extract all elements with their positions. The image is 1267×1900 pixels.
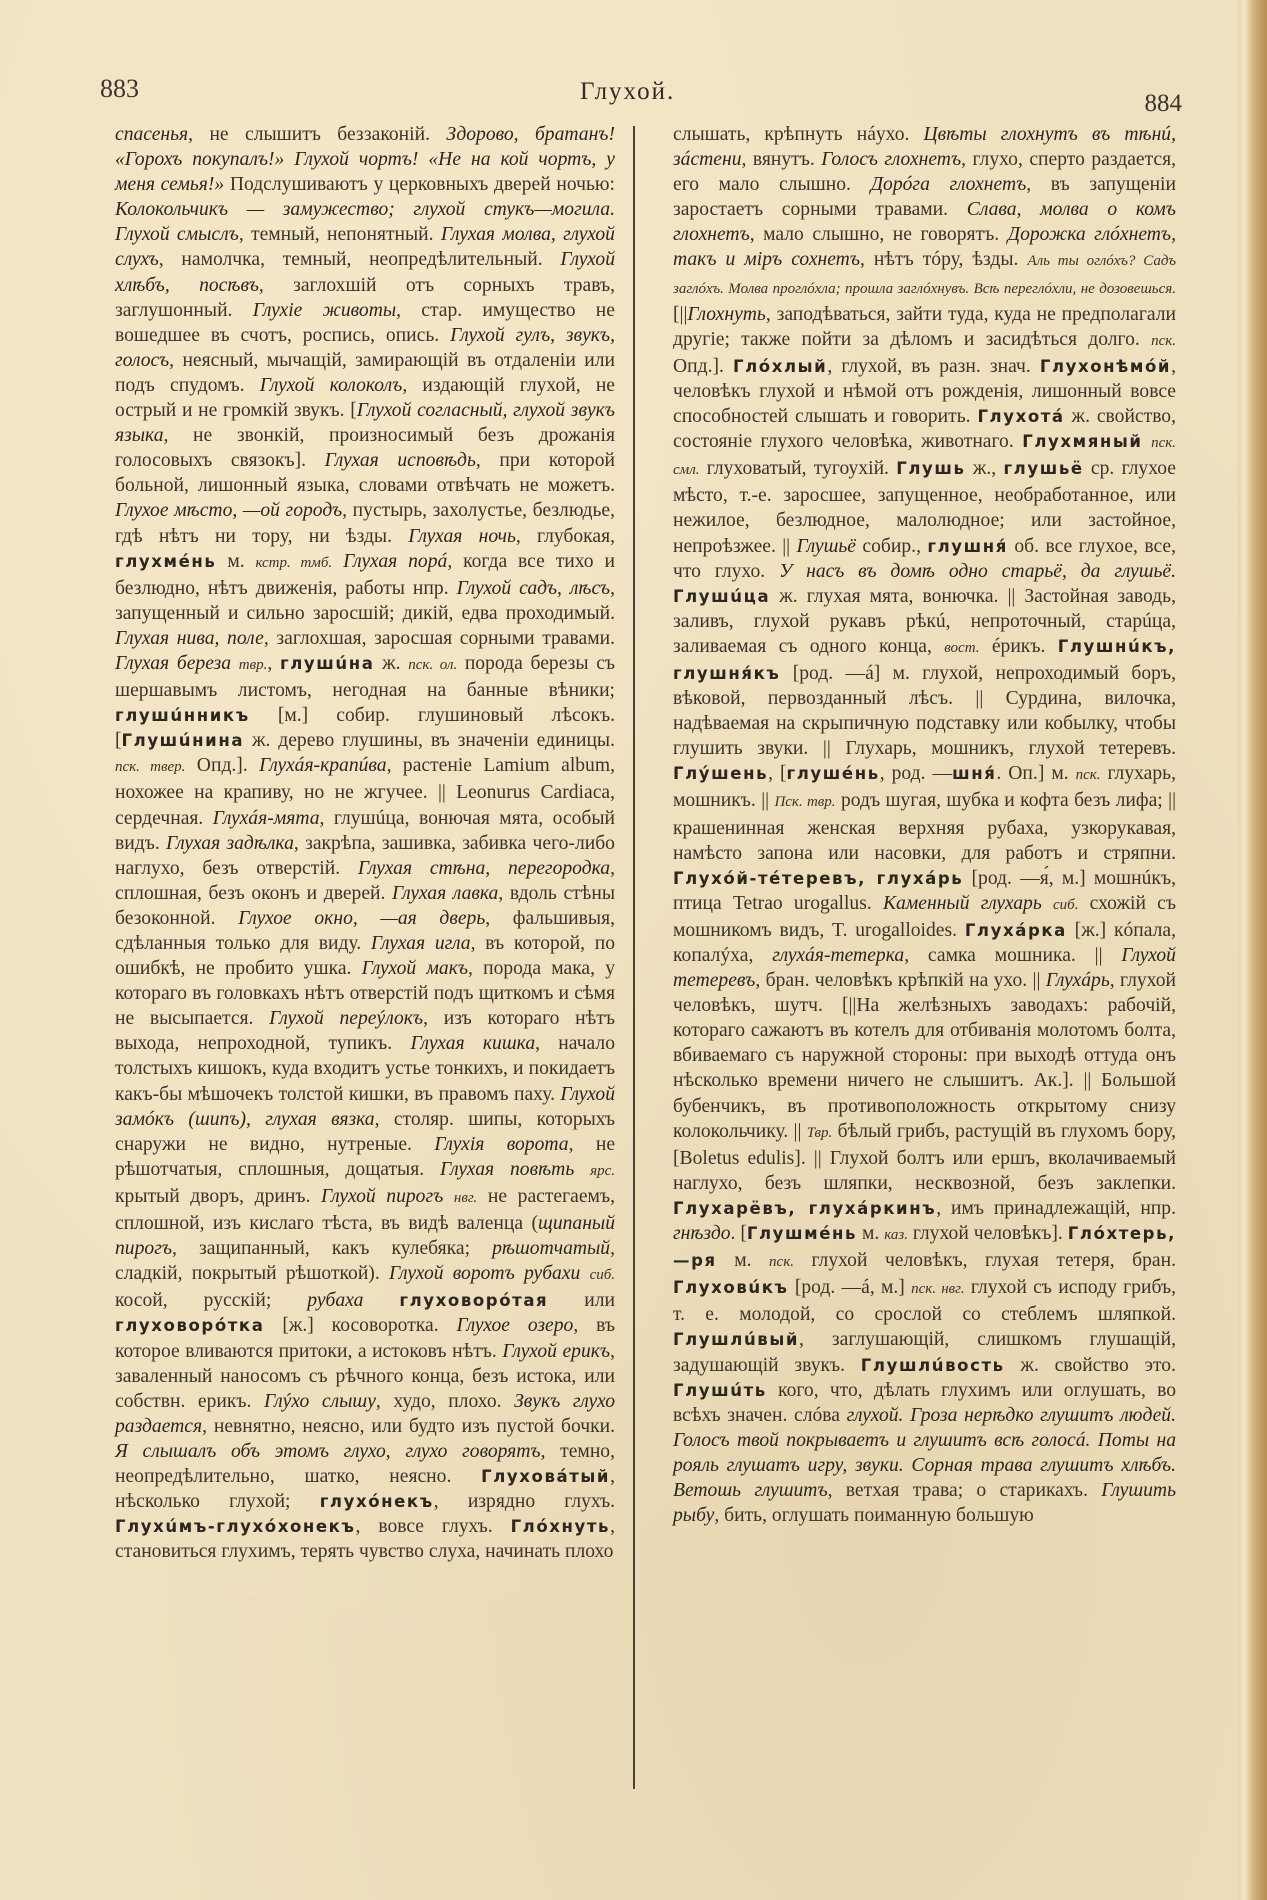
text-run: , сладкій, покрытый рѣшоткой). (115, 1238, 615, 1285)
text-run: [род. —я́, м.] мошнúкъ, птица Tetrao urogallus. (673, 867, 1176, 914)
abbreviation: Пск. твр. (774, 794, 836, 811)
text-run: родъ шугая, шубка и кофта безъ лифа; || крашенинная женская верхняя рубаха, узкорукавая, намѣсто запона или насовки, для работъ и стряпни. (673, 790, 1176, 864)
headword: Глóхтерь, —ря (673, 1224, 1176, 1271)
text-run: , изъ котораго нѣтъ выхода, непроходной, тупикъ. (115, 1008, 615, 1055)
example-phrase: Глухáя-мята (212, 807, 320, 829)
example-phrase: Глухая стѣна, перегородка (357, 857, 611, 879)
example-phrase: Глухой хлѣбъ, посѣвъ (115, 249, 615, 296)
headword: Глóхнуть (510, 1517, 611, 1537)
headword: глушúна (279, 653, 375, 673)
example-phrase: Дорóга глохнетъ (870, 174, 1027, 196)
text-run: , защипанный, какъ кулебяка; (172, 1238, 493, 1260)
text-run: . [ (730, 1223, 747, 1245)
text-run: глухой съ исподу грибъ, т. е. молодой, со срослой со стеблемъ шляпкой. (673, 1277, 1177, 1326)
text-run: , намолчка, темный, неопредѣлительный. (158, 249, 561, 271)
text-run: , заглохшая, заросшая сорными травами. (263, 627, 615, 649)
text-run: Опд.]. (185, 755, 260, 777)
text-run (332, 551, 343, 572)
abbreviation: каз. (884, 1227, 908, 1244)
example-phrase: Глухáрь (1045, 970, 1110, 992)
text-run (363, 1290, 399, 1311)
text-run: , фальшивыя, сдѣланныя только для виду. (115, 907, 615, 954)
text-run: м. (716, 1250, 770, 1272)
text-run: , при которой больной, лишонный языка, словами отвѣчать не можетъ. (115, 450, 615, 497)
abbreviation: Твр. (806, 1124, 833, 1141)
text-run: , закрѣпа, зашивка, забивка чего-либо наглухо, безъ отверстій. (115, 832, 615, 879)
headword: шня́ (952, 764, 997, 784)
example-phrase: Глýхо слышу (264, 1390, 376, 1412)
headword: Глухарёвъ, глухáркинъ (673, 1198, 937, 1218)
text-run: , глубокая, (515, 525, 615, 547)
abbreviation: пск. твер. (115, 759, 186, 776)
abbreviation: пск. (1151, 332, 1176, 349)
text-run: , бран. человѣкъ крѣпкій на ухо. || (755, 970, 1046, 992)
text-run: , человѣкъ глухой и нѣмой отъ рожденія, лишонный вовсе способностей слышать и говорить. (673, 355, 1176, 428)
text-run: не растегаемъ, сплошной, изъ кислаго тѣста, въ видѣ валенца ( (115, 1185, 615, 1235)
abbreviation: пск. смл. (673, 435, 1176, 479)
text-run: , въ которое вливаются притоки, а истоковъ нѣтъ. (115, 1315, 615, 1362)
example-phrase: рѣшотчатый (492, 1238, 611, 1260)
text-run: , заваленный наносомъ съ рѣчного конца, безъ истока, или собствн. ерикъ. (115, 1340, 616, 1412)
text-run: , начало толстыхъ кишокъ, куда входитъ устье тонкихъ, и покидаетъ какъ-бы мѣшочекъ толстой кишки, въ правомъ паху. (115, 1033, 616, 1105)
headword: Глушúца (673, 586, 771, 606)
headword: Глухáрка (964, 920, 1067, 940)
text-run: , въ запущеніи заростаетъ сорными травами. (673, 174, 1176, 221)
example-phrase: спасенья (115, 124, 189, 145)
text-run: [м.] собир. глушиновый лѣсокъ. [ (115, 705, 615, 752)
headword: Глóхлый (733, 356, 828, 376)
example-phrase: Глухáя-крапúва (259, 755, 387, 777)
abbreviation: сиб. (1053, 896, 1079, 913)
text-run: , темно, неопредѣлительно, шатко, неясно. (115, 1440, 615, 1487)
example-phrase: Колокольчикъ — замужество; глухой стукъ—могила. Глухой смыслъ (115, 199, 615, 246)
headword: Глухóй-тéтеревъ, глухáрь (673, 868, 964, 888)
text-run: Подслушиваютъ у церковныхъ дверей ночью: (224, 174, 615, 196)
abbreviation: пск. ол. (408, 656, 458, 673)
abbreviation: пск. нвг. (911, 1281, 965, 1298)
text-run: глухой человѣкъ]. (907, 1223, 1068, 1245)
headword: Глухúмъ-глухóхонекъ (115, 1517, 356, 1537)
text-run: , род. — (879, 763, 953, 785)
text-run: [ж.] косоворотка. (264, 1315, 457, 1337)
example-phrase: Глухой пирогъ (321, 1185, 444, 1207)
headword: Глушмéнь (746, 1224, 858, 1244)
text-run: бѣлый грибъ, растущій въ глухомъ бору, [Boletus edulis]. || Глухой болтъ или ершъ, вколачиваемый наглухо, безъ шляпки, несквозной, безъ заклепки. (673, 1120, 1176, 1194)
headword: глухóнекъ (319, 1492, 434, 1512)
headword: Глýшень (673, 764, 769, 784)
headword: Глухонѣмóй (1039, 356, 1172, 376)
example-phrase: Глухая порá (343, 550, 448, 572)
text-run: , не рѣшотчатыя, сплошныя, дощатыя. (115, 1133, 616, 1180)
dictionary-column-left (115, 122, 615, 1564)
text-run: , глушúца, вонючая мята, особый видъ. (115, 807, 615, 854)
headword: Глушь (896, 459, 966, 479)
text-run: или (548, 1290, 615, 1312)
example-phrase: Глухая ночь (408, 525, 516, 547)
text-run: , мало слышно, не говорятъ. (749, 224, 1008, 246)
headword: глуховорóтая (399, 1291, 549, 1311)
text-run: глуховатый, тугоухій. (699, 458, 897, 480)
example-phrase: Глухое озеро (456, 1315, 574, 1337)
text-run: ср. глухое мѣсто, т.-е. заросшее, запущенное, необработанное, или нежилое, безлюдное, малолюдное; или застойное, непроѣзжее. || (673, 458, 1176, 557)
example-phrase: Глухое мѣсто, —ой городъ (115, 500, 343, 522)
abbreviation: Аль ты оглóхъ? Садъ заглóхъ. Молва проглóхла; прошла заглóхнувъ. Всѣ переглóхли, не дозовешься. (673, 253, 1177, 297)
text-run: Опд.]. (673, 355, 733, 377)
headword: Глушлúвый (673, 1330, 800, 1350)
text-run: , пустырь, захолустье, безлюдье, гдѣ нѣтъ ни тору, ни ѣзды. (115, 500, 615, 547)
text-run: ж. (374, 652, 409, 674)
text-run: м. (216, 550, 256, 572)
text-run: . Оп.] м. (996, 763, 1076, 785)
example-phrase: глухáя-тетерка (772, 945, 905, 966)
text-run: , не слышитъ беззаконій. (188, 124, 447, 145)
headword: глушьё (1003, 459, 1084, 479)
text-run (574, 1159, 590, 1180)
text-run: , не звонкій, произносимый безъ дрожанія голосовыхъ связокъ]. (115, 425, 615, 472)
text-run: , вовсе глухъ. (355, 1516, 511, 1538)
text-run: , нѣсколько глухой; (115, 1465, 615, 1513)
abbreviation: сиб. (589, 1267, 616, 1284)
example-phrase: Глухая лавка (392, 882, 499, 904)
example-phrase: Глухой замóкъ (шипъ), глухая вязка (115, 1083, 615, 1130)
example-phrase: Глушьё (796, 535, 857, 557)
example-phrase: Глухія ворота (434, 1133, 569, 1155)
abbreviation: кстр. тмб. (255, 554, 333, 571)
text-run: собир., (856, 535, 928, 557)
text-run: ж., (965, 458, 1004, 480)
example-phrase: Глухой садъ, лѣсъ (456, 577, 611, 599)
text-run: , запущенный и сильно заросшій; дикій, едва проходимый. (115, 577, 615, 624)
headword: глуховорóтка (115, 1316, 265, 1336)
text-run (443, 1186, 454, 1207)
text-run: , бить, оглушать поиманную большую (714, 1505, 1034, 1527)
example-phrase: Глушить рыбу (673, 1479, 1176, 1527)
running-headword: Глухой. (580, 78, 676, 105)
text-run: слышать, крѣпнуть нáухо. (673, 124, 924, 145)
text-run: , невнятно, неясно, или будто изъ пустой бочки. (202, 1415, 615, 1437)
example-phrase: Глухая береза (115, 652, 232, 674)
example-phrase: Глухой переýлокъ (269, 1008, 424, 1030)
book-spine-edge (1238, 0, 1267, 1900)
text-run: , растеніе Lamium album, нохожее на крапиву, но не жгучее. || Leonurus Cardiaca, сердечная. (115, 755, 615, 829)
text-run: , глухой человѣкъ, шутч. [||На желѣзныхъ заводахъ: рабочій, котораго сажаютъ въ котелъ для отбиванія молотомъ болта, вбиваемаго съ наружной стороны: при выходѣ оттуда онъ нѣсколько времени ничего не слышитъ. Ак.]. || Большой бубенчикъ, въ противоположность открытому снизу колокольчику. || (673, 970, 1176, 1142)
page-number-right: 884 (1144, 90, 1182, 117)
headword: Глушлúвость (860, 1355, 1005, 1375)
example-phrase: Голосъ глохнетъ (821, 149, 962, 171)
text-run: , когда все тихо и безлюдно, нѣтъ движенія, работы нпр. (115, 550, 615, 599)
text-run: éрикъ. (979, 635, 1058, 657)
text-run: схожій съ мошникомъ видъ, T. urogalloides. (673, 892, 1176, 941)
abbreviation: пск. (1075, 767, 1101, 784)
text-run (1143, 431, 1151, 452)
example-phrase: Глухой макъ (361, 958, 469, 980)
text-run (580, 1263, 589, 1284)
headword: Глушнúкъ, глушня́къ (673, 636, 1177, 683)
text-run (1042, 893, 1053, 914)
example-phrase: Здорово, братанъ! «Горохъ покупалъ!» Глухой чортъ! «Не на кой чортъ, у меня семья!» (115, 124, 616, 196)
text-run: , нѣтъ тóру, ѣзды. (860, 249, 1028, 271)
text-run: порода березы съ шершавымъ листомъ, негодная на банные вѣники; (115, 652, 616, 702)
example-phrase: Глухой воротъ рубахи (388, 1263, 581, 1285)
text-run: , темный, непонятный. (238, 224, 441, 246)
example-phrase: Звукъ глухо раздается (115, 1390, 615, 1437)
example-phrase: У насъ въ домѣ одно старьё, да глушьё. (779, 560, 1176, 582)
text-run: крытый дворъ, дринъ. (115, 1185, 322, 1207)
text-run: глухой человѣкъ, глухая тетеря, бран. (793, 1250, 1176, 1272)
example-phrase: рубаха (307, 1290, 364, 1312)
headword: глушéнь (786, 764, 880, 784)
text-run: ж. дерево глушины, въ значеніи единицы. (244, 730, 615, 752)
text-run: , изрядно глухъ. (433, 1491, 615, 1513)
text-run: , столяр. шипы, которыхъ снаружи не видно, нутреные. (115, 1108, 615, 1155)
page-number-left: 883 (100, 74, 139, 103)
example-phrase: Глухая задѣлка (166, 832, 294, 854)
example-phrase: Цвѣты глохнутъ въ тѣнú, зáстени (673, 124, 1176, 171)
text-run: , вянутъ. (741, 149, 822, 171)
column-divider (633, 126, 635, 1789)
text-run: , порода мака, у котораго въ головкахъ нѣтъ отверстій подъ щиткомъ и сѣмя не высыпается. (115, 958, 615, 1030)
text-run: об. все глухое, все, что глухо. (673, 535, 1176, 582)
text-run: ж. свойство это. (1004, 1354, 1177, 1376)
example-phrase: Глухіе животы (252, 299, 397, 321)
headword: Глухотá (977, 407, 1065, 427)
column-text (673, 122, 1176, 1528)
example-phrase: щипаный пирогъ (115, 1213, 615, 1260)
headword: Глуховáтый (481, 1466, 611, 1486)
text-run: [род. —á] м. глухой, непроходимый боръ, вѣковой, первозданный лѣсъ. || Сурдина, вилочка, надѣваемая на скрыпичную подставку или кобылку, чтобы глушить звуки. || Глухарь, мошникъ, глухой тетеревъ. (673, 662, 1176, 760)
text-run: , глухо, сперто раздается, его мало слышно. (673, 149, 1177, 196)
text-run: , самка мошника. || (904, 945, 1122, 966)
text-run: кого, что, дѣлать глухимъ или оглушать, во всѣхъ значен. слóва (673, 1379, 1176, 1426)
text-run: ж. глухая мята, вонючка. || Застойная заводь, заливъ, глухой рукавъ рѣкú, непроточный, старúца, заливаемая съ одного конца, (673, 585, 1176, 657)
text-run: , неясный, мычащій, замирающій въ отдаленіи или подъ спудомъ. (115, 349, 615, 396)
example-phrase: Глохнуть (687, 303, 766, 325)
example-phrase: Глухой колоколъ (259, 374, 403, 396)
example-phrase: гнѣздо (673, 1223, 731, 1245)
text-run: , заглохшій отъ сорныхъ травъ, заглушонный. (115, 274, 615, 321)
example-phrase: Глухая молва, глухой слухъ (115, 224, 615, 271)
abbreviation: пск. (769, 1254, 794, 1271)
example-phrase: Глухая повѣть (439, 1158, 575, 1180)
example-phrase: Глухая нива, поле (115, 627, 264, 649)
headword: глушня́ (927, 536, 1008, 556)
example-phrase: Глухое окно, —ая дверь (238, 907, 486, 929)
text-run: , [ (768, 763, 787, 785)
abbreviation: твр. (238, 656, 268, 673)
text-run: , худо, плохо. (375, 1390, 515, 1412)
text-run: ж. свойство, состояніе глухого человѣка, животнаго. (673, 406, 1177, 453)
text-run: косой, русскій; (115, 1290, 308, 1312)
dictionary-column-right (673, 122, 1176, 1528)
abbreviation: нвг. (453, 1189, 478, 1206)
text-run (231, 653, 239, 674)
example-phrase: глухой. Гроза нерѣдко глушитъ людей. Голосъ твой покрываетъ и глушитъ всѣ голосá. Поты на рояль глушатъ игру, звуки. Сорная трава глушитъ хлѣбъ. Ветошь глушитъ (673, 1404, 1176, 1501)
text-run: , вдоль стѣны безоконной. (115, 882, 615, 929)
text-run: [|| (673, 303, 688, 325)
headword: Глушúнина (121, 731, 245, 751)
text-run: [ж.] кóпала, копалýха, (673, 919, 1177, 966)
example-phrase: Слава, молва о комъ глохнетъ (673, 199, 1176, 246)
example-phrase: Каменный глухарь (882, 892, 1042, 914)
text-run: , заглушающій, слишкомъ глушащій, задушающій звукъ. (673, 1329, 1176, 1376)
text-run: , имъ принадлежащій, нпр. (936, 1197, 1176, 1219)
text-run: , становиться глухимъ, терять чувство слуха, начинать плохо (115, 1516, 615, 1563)
headword: Глуховúкъ (673, 1278, 789, 1298)
headword: глухмéнь (115, 551, 217, 571)
example-phrase: Глухая кишка (410, 1033, 536, 1055)
example-phrase: Дорожка глóхнетъ, такъ и міръ сохнетъ (673, 224, 1176, 271)
text-run: , издающій глухой, не острый и не громкій звукъ. [ (115, 374, 615, 422)
example-phrase: Глухой согласный, глухой звукъ языка (115, 400, 615, 447)
text-run: , сплошная, безъ оконъ и дверей. (115, 857, 615, 904)
text-run: , въ которой, по ошибкѣ, не пробито ушка. (115, 933, 615, 980)
headword: Глушúть (673, 1380, 767, 1400)
example-phrase: Глухая исповѣдь (324, 450, 476, 472)
example-phrase: Я слышалъ объ этомъ глухо, глухо говорятъ (115, 1440, 541, 1462)
example-phrase: Глухая игла (370, 933, 471, 954)
column-text (115, 122, 615, 1564)
text-run: , ветхая трава; о старикахъ. (827, 1479, 1102, 1501)
page-header (100, 74, 1210, 117)
text-run: [род. —á, м.] (788, 1277, 912, 1299)
example-phrase: Глухой тетеревъ (673, 945, 1176, 992)
text-run: , глухой, въ разн. знач. (827, 355, 1040, 377)
text-run: , (267, 652, 280, 674)
example-phrase: Глухой гулъ, звукъ, голосъ (115, 324, 615, 371)
headword: Глухмяный (1022, 432, 1143, 452)
headword: глушúнникъ (115, 706, 250, 726)
example-phrase: Глухой ерикъ (502, 1340, 611, 1362)
abbreviation: вост. (944, 639, 980, 656)
text-run: м. (857, 1223, 885, 1245)
text-run: глухарь, мошникъ. || (673, 763, 1176, 812)
text-run: , стар. имущество не вошедшее въ счотъ, роспись, опись. (115, 299, 615, 346)
abbreviation: ярс. (590, 1162, 615, 1179)
text-run: , заподѣваться, зайти туда, куда не предполагали другіе; также пойти за дѣломъ и засидѣться долго. (673, 303, 1176, 350)
